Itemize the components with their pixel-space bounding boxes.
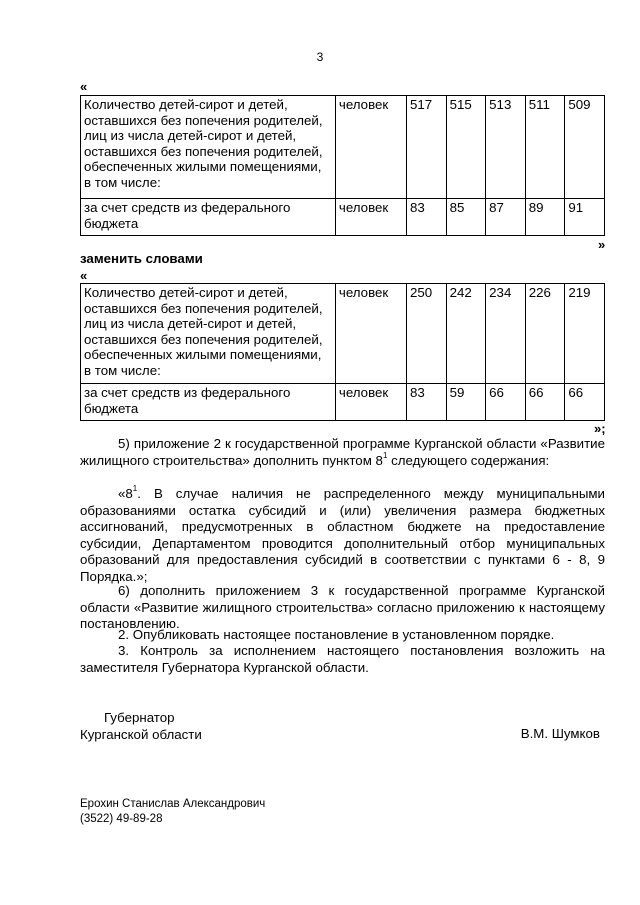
- table-row: [81, 96, 605, 199]
- paragraph-8-1-text-a: «8: [118, 486, 133, 501]
- row-unit: человек: [335, 284, 406, 384]
- table-row: [81, 284, 605, 384]
- paragraph-2: 2. Опубликовать настоящее постановление в установленном порядке.: [118, 627, 555, 642]
- value-cell: 85: [446, 199, 486, 236]
- value-cell: 91: [565, 199, 605, 236]
- value-cell: 250: [406, 284, 446, 384]
- paragraph-8-1-text-b: . В случае наличия не распределенного между муниципальными образованиями остатка субсидий и (или) увеличения размера бюджетных ассигнований, предусмотренных в областном бюджете на предоставление субсидии, Департаментом проводится дополнительный отбор муниципальных образований для предоставления субсидий в соответствии с пунктами 6 - 8, 9 Порядка.»;: [80, 486, 605, 584]
- row-unit: человек: [335, 384, 406, 421]
- value-cell: 226: [525, 284, 565, 384]
- row-label: за счет средств из федерального бюджета: [81, 384, 336, 421]
- value-cell: 219: [565, 284, 605, 384]
- value-cell: 89: [525, 199, 565, 236]
- close-quote-1: »: [598, 237, 606, 252]
- table-old: [80, 95, 605, 236]
- page-number: 3: [316, 50, 324, 64]
- paragraph-3: 3. Контроль за исполнением настоящего постановления возложить на заместителя Губернатора Курганской области.: [80, 643, 605, 675]
- open-quote-1: «: [80, 79, 88, 94]
- paragraph-5-text-a: 5) приложение 2 к государственной программе Курганской области «Развитие жилищного строительства» дополнить пунктом 8: [80, 436, 605, 468]
- value-cell: 515: [446, 96, 486, 199]
- value-cell: 87: [486, 199, 526, 236]
- value-cell: 513: [486, 96, 526, 199]
- value-cell: 66: [525, 384, 565, 421]
- superscript: 1: [132, 484, 138, 493]
- table-new: [80, 283, 605, 421]
- row-unit: человек: [335, 199, 406, 236]
- paragraph-8-1: [80, 486, 605, 585]
- signature-title: [80, 710, 202, 743]
- signature-title-line2: Курганской области: [80, 726, 202, 742]
- row-label: Количество детей-сирот и детей, оставшихся без попечения родителей, лиц из числа детей-сирот и детей, оставшихся без попечения родителей, обеспеченных жилыми помещениями, в том числе:: [81, 284, 336, 384]
- signature-name: В.М. Шумков: [520, 726, 600, 741]
- paragraph-5-text-b: следующего содержания:: [387, 452, 550, 468]
- executor-info: [80, 797, 265, 826]
- paragraph-5: [80, 436, 605, 469]
- close-quote-2: »;: [594, 421, 606, 436]
- value-cell: 511: [525, 96, 565, 199]
- executor-phone: (3522) 49-89-28: [80, 812, 163, 825]
- table-row: [81, 199, 605, 236]
- value-cell: 59: [446, 384, 486, 421]
- value-cell: 234: [486, 284, 526, 384]
- replace-words: заменить словами: [80, 251, 203, 266]
- value-cell: 66: [565, 384, 605, 421]
- executor-name: Ерохин Станислав Александрович: [80, 798, 266, 810]
- value-cell: 83: [406, 199, 446, 236]
- signature-title-line1: Губернатор: [104, 710, 175, 725]
- value-cell: 83: [406, 384, 446, 421]
- value-cell: 242: [446, 284, 486, 384]
- superscript: 1: [382, 450, 388, 460]
- open-quote-2: «: [80, 268, 88, 283]
- row-label: за счет средств из федерального бюджета: [81, 199, 336, 236]
- value-cell: 509: [565, 96, 605, 199]
- row-unit: человек: [335, 96, 406, 199]
- value-cell: 66: [486, 384, 526, 421]
- row-label: Количество детей-сирот и детей, оставшихся без попечения родителей, лиц из числа детей-сирот и детей, оставшихся без попечения родителей, обеспеченных жилыми помещениями, в том числе:: [81, 96, 336, 199]
- paragraph-6: 6) дополнить приложением 3 к государственной программе Курганской области «Развитие жилищного строительства» согласно приложению к настоящему постановлению.: [80, 583, 605, 631]
- table-row: [81, 384, 605, 421]
- value-cell: 517: [406, 96, 446, 199]
